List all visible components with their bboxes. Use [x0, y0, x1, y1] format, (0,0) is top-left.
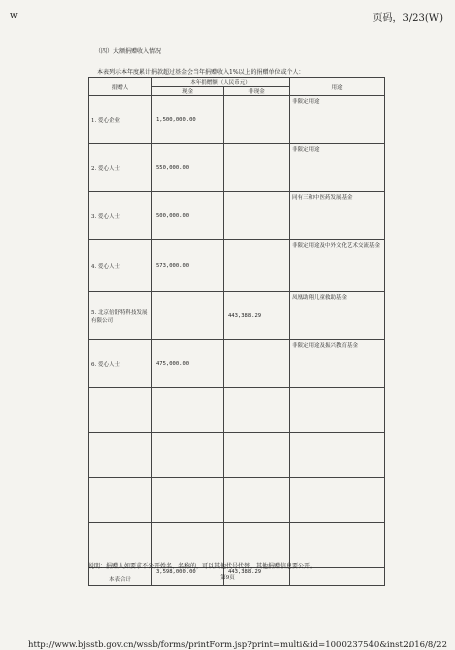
donor-cell: 5. 北京倍舒特科技发展有限公司	[89, 292, 152, 340]
table-note: 说明：捐赠人如要求不公开姓名、名称的，可以其他代号代替，其他捐赠信息要公开。	[88, 563, 317, 570]
header-cash: 现金	[152, 87, 224, 96]
table-row	[89, 340, 385, 388]
page-number: 第9页	[220, 575, 235, 581]
purpose-cell: 同有三和中医药发展基金	[290, 192, 385, 240]
purpose-cell: 非限定用途	[290, 96, 385, 144]
header-mark: w	[10, 11, 18, 21]
purpose-cell: 非限定用途及中外文化艺术交流基金	[290, 240, 385, 292]
purpose-cell: 非限定用途及振兴教育基金	[290, 340, 385, 388]
footer-date: 2016/8/22	[403, 640, 447, 650]
page-indicator: 页码，3/23(W)	[372, 13, 443, 24]
donor-cell: 3. 爱心人士	[89, 192, 152, 240]
donor-cell: 2. 爱心人士	[89, 144, 152, 192]
purpose-cell: 凤凰助翔儿童救助基金	[290, 292, 385, 340]
donor-cell: 1. 爱心企业	[89, 96, 152, 144]
donor-cell: 6. 爱心人士	[89, 340, 152, 388]
table-row	[89, 144, 385, 192]
total-label: 本表合计	[89, 568, 152, 586]
noncash-cell	[224, 192, 290, 240]
table-row	[89, 192, 385, 240]
cash-cell: 475,000.00	[152, 340, 224, 388]
donation-table	[88, 77, 385, 586]
cash-cell	[152, 292, 224, 340]
noncash-cell	[224, 240, 290, 292]
cash-cell: 500,000.00	[152, 192, 224, 240]
table-row	[89, 240, 385, 292]
section-title: （四）大额捐赠收入情况	[95, 48, 162, 55]
table-row-empty	[89, 478, 385, 523]
header-amount-group: 本年捐赠额（人民币元）	[152, 78, 290, 87]
table-row-empty	[89, 433, 385, 478]
cash-cell: 573,000.00	[152, 240, 224, 292]
table-row-empty	[89, 388, 385, 433]
noncash-cell	[224, 144, 290, 192]
noncash-cell: 443,388.29	[224, 292, 290, 340]
cash-cell: 1,500,000.00	[152, 96, 224, 144]
header-noncash: 非现金	[224, 87, 290, 96]
purpose-cell: 非限定用途	[290, 144, 385, 192]
header-purpose: 用途	[290, 78, 385, 96]
footer-url[interactable]: http://www.bjsstb.gov.cn/wssb/forms/printForm.jsp?print=multi&id=1000237540&inst...	[28, 640, 411, 650]
total-noncash: 443,388.29	[224, 568, 290, 586]
total-cash: 3,598,000.00	[152, 568, 224, 586]
cash-cell: 550,000.00	[152, 144, 224, 192]
table-row	[89, 96, 385, 144]
table-row	[89, 292, 385, 340]
header-donor: 捐赠人	[89, 78, 152, 96]
noncash-cell	[224, 96, 290, 144]
section-intro: 本表列示本年度累计捐款超过基金会当年捐赠收入1%以上的捐赠单位或个人：	[97, 69, 305, 76]
noncash-cell	[224, 340, 290, 388]
donor-cell: 4. 爱心人士	[89, 240, 152, 292]
